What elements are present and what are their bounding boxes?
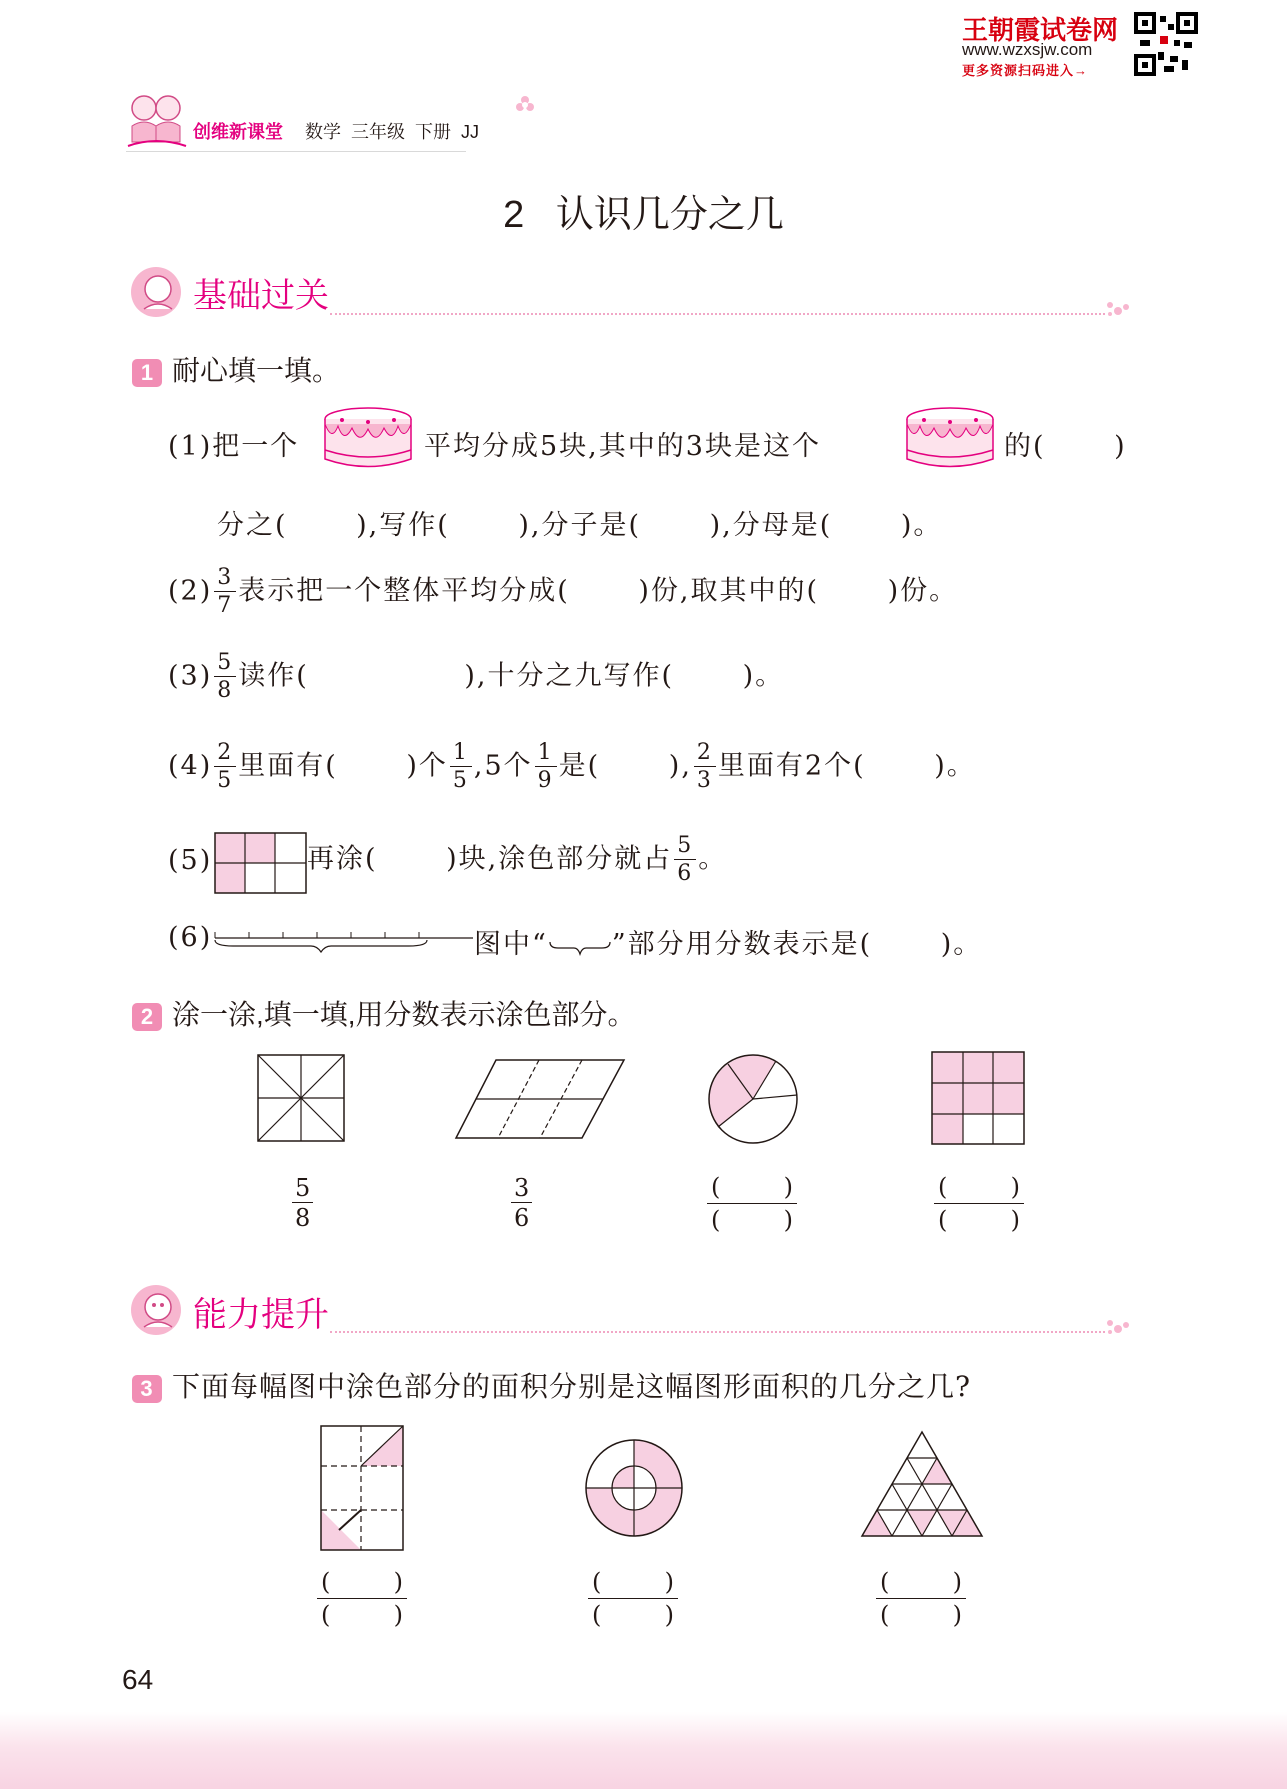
series-name: 创维新课堂 <box>193 122 283 142</box>
fraction-numerator: 3 <box>214 567 236 592</box>
fraction-numerator: 3 <box>511 1176 532 1203</box>
fraction-denominator: 7 <box>217 593 234 618</box>
q2-fraction-1 <box>290 1176 315 1230</box>
q3-title-text: 下面每幅图中涂色部分的面积分别是这幅图形面积的几分之几? <box>172 1370 972 1403</box>
section-basic-title: 基础过关 <box>193 277 329 315</box>
header-rule <box>126 151 466 152</box>
q1-p5-end: 。 <box>698 843 728 875</box>
kids-mascot-icon <box>124 92 190 152</box>
fraction-numerator: 5 <box>674 835 696 860</box>
fraction-numerator: 5 <box>292 1176 313 1203</box>
fraction-denominator: 8 <box>295 1204 311 1232</box>
dots-ornament-icon <box>1104 1317 1130 1337</box>
q3-answer-blank-1[interactable] <box>317 1570 407 1627</box>
fraction-denominator: 9 <box>537 768 554 793</box>
fraction <box>674 835 696 885</box>
square-eighths-figure <box>257 1054 347 1144</box>
paren-open: ( <box>938 1173 948 1201</box>
paren-open: ( <box>711 1206 721 1234</box>
paren-open: ( <box>938 1206 948 1234</box>
qr-code-icon <box>1134 12 1198 76</box>
section-badge-icon <box>128 1283 186 1337</box>
fraction <box>214 742 236 792</box>
section-badge-icon <box>128 265 186 319</box>
q1-title <box>132 349 340 389</box>
paren-close: ) <box>664 1568 674 1596</box>
cake-icon <box>904 404 996 474</box>
q1-part1-line1-c <box>1004 424 1127 463</box>
paren-close: ) <box>952 1568 962 1596</box>
watermark-brand: 王朝霞试卷网 <box>962 15 1119 45</box>
fraction <box>292 1176 313 1230</box>
dots-ornament-icon <box>1104 299 1130 319</box>
q1-part3 <box>168 652 784 702</box>
q1-part1-line1-b <box>424 424 821 463</box>
q1-p1-text-b: 平均分成5块,其中的3块是这个 <box>424 431 821 462</box>
rectangle-shaded-triangles-figure <box>319 1424 405 1552</box>
q2-answer-blank-3[interactable] <box>707 1175 797 1232</box>
ring-shaded-figure <box>582 1436 686 1540</box>
paren-close: ) <box>1010 1173 1020 1201</box>
circle-partition-figure <box>706 1052 800 1146</box>
q2-fraction-2 <box>509 1176 534 1230</box>
paren-close: ) <box>393 1568 403 1596</box>
grid-3x3-figure <box>930 1050 1026 1146</box>
paren-close: ) <box>393 1601 403 1629</box>
q1-part2 <box>168 567 958 617</box>
q1-p5-text: 再涂( )块,涂色部分就占 <box>307 843 673 875</box>
q3-answer-blank-3[interactable] <box>876 1570 966 1627</box>
q1-part5-label: (5) <box>168 845 213 876</box>
q3-title <box>132 1365 971 1405</box>
fraction-numerator: 2 <box>694 742 716 767</box>
q1-p4-label: (4) <box>168 750 213 782</box>
fraction-denominator: 3 <box>696 768 713 793</box>
q1-p2-label: (2) <box>168 575 213 607</box>
paren-open: ( <box>321 1601 331 1629</box>
q2-answer-blank-4[interactable] <box>934 1175 1024 1232</box>
q1-part6-label: (6) <box>168 922 213 953</box>
grid-rect-figure <box>214 832 308 894</box>
fraction <box>214 652 236 702</box>
fraction-denominator: 8 <box>217 678 234 703</box>
flower-icon <box>514 94 536 116</box>
q1-p4-text-d: 里面有2个( )。 <box>717 750 976 782</box>
fraction-numerator: 1 <box>535 742 557 767</box>
q1-part4 <box>168 742 976 792</box>
q1-p6-text-b: ”部分用分数表示是( )。 <box>611 929 983 960</box>
fraction <box>214 567 236 617</box>
q1-title-text: 耐心填一填。 <box>172 355 341 386</box>
fraction-numerator: 2 <box>214 742 236 767</box>
q1-part5 <box>307 835 727 885</box>
paren-close: ) <box>952 1601 962 1629</box>
parallelogram-sixths-figure <box>454 1058 626 1140</box>
paren-close: ) <box>664 1601 674 1629</box>
page-number: 64 <box>122 1664 154 1695</box>
q1-p4-text-a: 里面有( )个 <box>238 750 448 782</box>
q2-number-badge: 2 <box>132 1003 162 1031</box>
fraction <box>450 742 472 792</box>
q1-p4-text-c: 是( ), <box>558 750 692 782</box>
fraction-denominator: 6 <box>677 861 694 886</box>
q1-p3-text: 读作( ),十分之九写作( )。 <box>238 660 785 692</box>
paren-open: ( <box>880 1568 890 1596</box>
q1-p4-text-b: ,5个 <box>473 750 533 782</box>
q2-title <box>132 993 636 1033</box>
subject-info: 数学 三年级 下册 JJ <box>305 122 480 142</box>
q2-title-text: 涂一涂,填一填,用分数表示涂色部分。 <box>172 999 636 1030</box>
paren-close: ) <box>1010 1206 1020 1234</box>
paren-close: ) <box>783 1206 793 1234</box>
paren-open: ( <box>592 1601 602 1629</box>
q1-number-badge: 1 <box>132 359 162 387</box>
brace-symbol-icon <box>548 936 612 956</box>
triangle-grid-figure <box>860 1430 984 1540</box>
paren-open: ( <box>711 1173 721 1201</box>
fraction-denominator: 5 <box>452 768 469 793</box>
q1-part1-line1 <box>168 424 299 463</box>
fraction <box>511 1176 532 1230</box>
fraction-denominator: 5 <box>217 768 234 793</box>
q3-answer-blank-2[interactable] <box>588 1570 678 1627</box>
paren-open: ( <box>880 1601 890 1629</box>
q1-part1-line2: 分之( ),写作( ),分子是( ),分母是( )。 <box>217 510 943 541</box>
q1-p1-text-a: (1)把一个 <box>168 431 300 462</box>
fraction-denominator: 6 <box>514 1204 530 1232</box>
watermark-slogan: 更多资源扫码进入→ <box>962 63 1089 78</box>
paren-open: ( <box>321 1568 331 1596</box>
fraction-numerator: 1 <box>450 742 472 767</box>
q3-number-badge: 3 <box>132 1375 162 1403</box>
q1-p3-label: (3) <box>168 660 213 692</box>
page-title: 2 认识几分之几 <box>503 194 784 236</box>
fraction-numerator: 5 <box>214 652 236 677</box>
q1-p2-text: 表示把一个整体平均分成( )份,取其中的( )份。 <box>238 575 959 607</box>
section-basic-divider <box>330 313 1105 315</box>
q1-part6 <box>474 922 982 961</box>
cake-icon <box>322 404 414 474</box>
paren-open: ( <box>592 1568 602 1596</box>
section-advanced-title: 能力提升 <box>193 1296 329 1334</box>
paren-close: ) <box>783 1173 793 1201</box>
fraction <box>535 742 557 792</box>
number-line-figure <box>213 924 475 954</box>
q1-p1-text-c: 的( ) <box>1004 431 1127 462</box>
footer-band <box>0 1712 1287 1789</box>
section-advanced-divider <box>330 1331 1105 1333</box>
fraction <box>694 742 716 792</box>
q1-p6-text-a: 图中“ <box>474 929 548 960</box>
watermark-url: www.wzxsjw.com <box>962 40 1093 59</box>
